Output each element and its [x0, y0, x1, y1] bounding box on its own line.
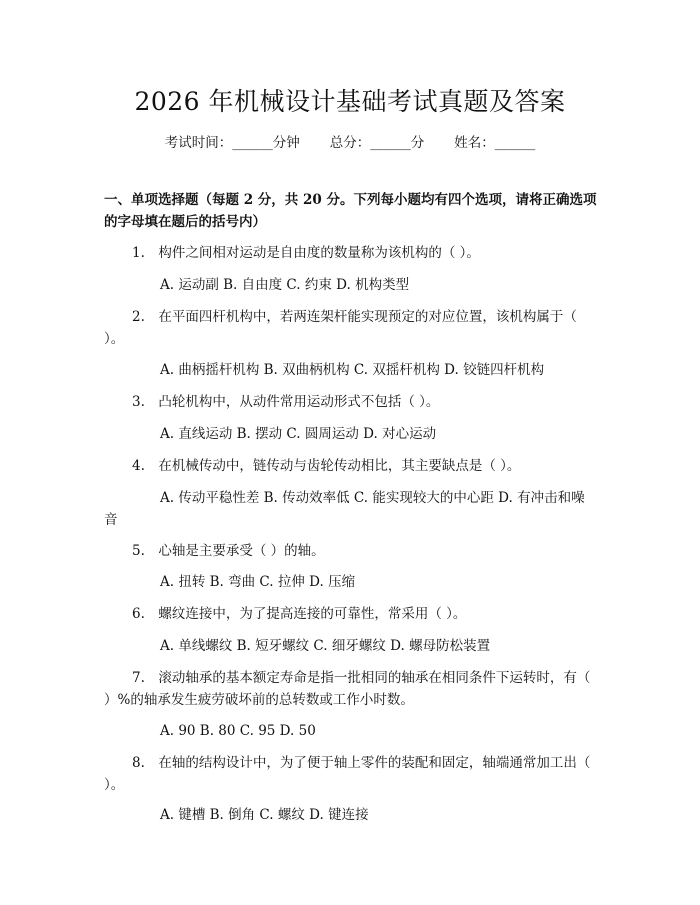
- question-3-options: A. 直线运动 B. 摆动 C. 圆周运动 D. 对心运动: [160, 426, 437, 442]
- question-stem: 构件之间相对运动是自由度的数量称为该机构的（ ）。: [158, 245, 480, 261]
- question-number: 6.: [132, 606, 145, 622]
- question-number: 1.: [132, 245, 145, 261]
- section-heading-single-choice: 一、单项选择题（每题 2 分，共 20 分。下列每小题均有四个选项，请将正确选项的字母填在题后的括号内）: [104, 192, 597, 230]
- question-stem: 心轴是主要承受（ ）的轴。: [158, 543, 325, 559]
- question-stem: 凸轮机构中，从动件常用运动形式不包括（ ）。: [158, 394, 440, 410]
- question-1: [104, 242, 598, 264]
- question-stem: 滚动轴承的基本额定寿命是指一批相同的轴承在相同条件下运转时，有（ ）%的轴承发生疲劳破坏前的总转数或工作小时数。: [104, 670, 591, 708]
- question-8-options: A. 键槽 B. 倒角 C. 螺纹 D. 键连接: [160, 807, 369, 823]
- student-name-field: 姓名：______: [454, 135, 536, 151]
- question-stem: 螺纹连接中，为了提高连接的可靠性，常采用（ ）。: [158, 606, 467, 622]
- question-2-options: A. 曲柄摇杆机构 B. 双曲柄机构 C. 双摇杆机构 D. 铰链四杆机构: [160, 362, 545, 378]
- total-score-field: 总分：______分: [329, 135, 425, 151]
- question-2: [104, 306, 598, 350]
- exam-info-row: [0, 131, 700, 151]
- question-5-options: A. 扭转 B. 弯曲 C. 拉伸 D. 压缩: [160, 574, 356, 590]
- question-6-options: A. 单线螺纹 B. 短牙螺纹 C. 细牙螺纹 D. 螺母防松装置: [160, 638, 491, 654]
- question-7: [104, 667, 598, 711]
- question-4: [104, 455, 598, 477]
- question-7-options: A. 90 B. 80 C. 95 D. 50: [160, 723, 316, 739]
- question-number: 8.: [132, 755, 145, 771]
- question-stem: 在机械传动中，链传动与齿轮传动相比，其主要缺点是（ ）。: [158, 458, 521, 474]
- exam-time-field: 考试时间：______分钟: [164, 135, 300, 151]
- question-5: [104, 540, 598, 562]
- page-title: 2026 年机械设计基础考试真题及答案: [134, 87, 566, 116]
- question-stem: 在平面四杆机构中，若两连架杆能实现预定的对应位置，该机构属于（ ）。: [104, 309, 577, 347]
- question-3: [104, 391, 598, 413]
- question-number: 2.: [132, 309, 145, 325]
- question-1-options: A. 运动副 B. 自由度 C. 约束 D. 机构类型: [160, 277, 410, 293]
- question-8: [104, 752, 598, 796]
- question-6: [104, 603, 598, 625]
- question-4-options: A. 传动平稳性差 B. 传动效率低 C. 能实现较大的中心距 D. 有冲击和噪音: [104, 490, 585, 528]
- question-stem: 在轴的结构设计中，为了便于轴上零件的装配和固定，轴端通常加工出（ ）。: [104, 755, 591, 793]
- question-number: 7.: [132, 670, 145, 686]
- question-number: 4.: [132, 458, 145, 474]
- question-number: 5.: [132, 543, 145, 559]
- question-number: 3.: [132, 394, 145, 410]
